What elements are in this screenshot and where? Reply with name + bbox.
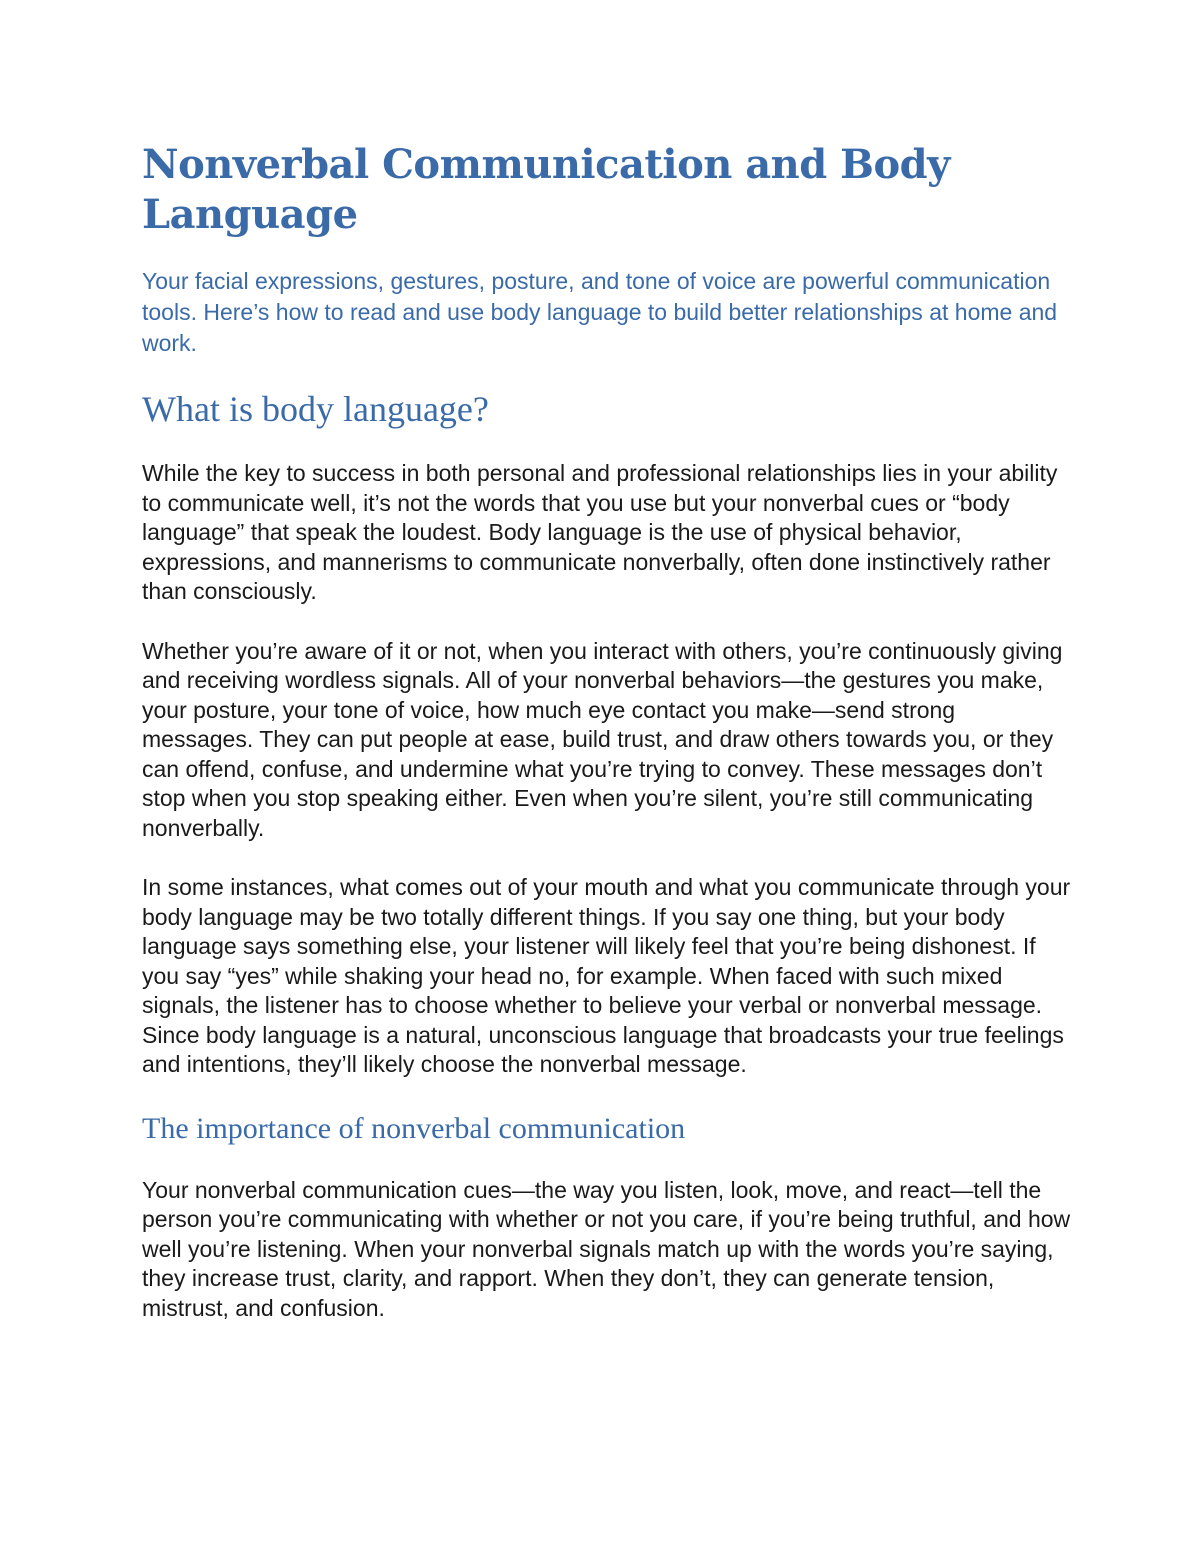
section-heading-importance: The importance of nonverbal communication	[142, 1111, 686, 1145]
document-content	[142, 140, 1072, 1353]
lede-paragraph: Your facial expressions, gestures, posture, and tone of voice are powerful communication tools. Here’s how to read and use body language to build better relationships at home and work.	[142, 268, 1058, 356]
page-title: Nonverbal Communication and Body Language	[142, 141, 950, 238]
body-paragraph: Your nonverbal communication cues—the way you listen, look, move, and react—tell the person you’re communicating with whether or not you care, if you’re being truthful, and how well you’re listening. When your nonverbal signals match up with the words you’re saying, they increase trust, clarity, and rapport. When they don’t, they can generate tension, mistrust, and confusion.	[142, 1176, 1071, 1321]
section-heading-what-is-body-language: What is body language?	[142, 389, 489, 429]
body-paragraph: Whether you’re aware of it or not, when you interact with others, you’re continuously giving and receiving wordless signals. All of your nonverbal behaviors—the gestures you make, your posture, your tone of voice, how much eye contact you make—send strong messages. They can put people at ease, build trust, and draw others towards you, or they can offend, confuse, and undermine what you’re trying to convey. These messages don’t stop when you stop speaking either. Even when you’re silent, you’re still communicating nonverbally.	[142, 637, 1063, 841]
body-paragraph: While the key to success in both personal and professional relationships lies in your ability to communicate well, it’s not the words that you use but your nonverbal cues or “body language” that speak the loudest. Body language is the use of physical behavior, expressions, and mannerisms to communicate nonverbally, often done instinctively rather than consciously.	[142, 460, 1058, 604]
body-paragraph: In some instances, what comes out of your mouth and what you communicate through your body language may be two totally different things. If you say one thing, but your body language says something else, your listener will likely feel that you’re being dishonest. If you say “yes” while shaking your head no, for example. When faced with such mixed signals, the listener has to choose whether to believe your verbal or nonverbal message. Since body language is a natural, unconscious language that broadcasts your true feelings and intentions, they’ll likely choose the nonverbal message.	[142, 874, 1071, 1077]
